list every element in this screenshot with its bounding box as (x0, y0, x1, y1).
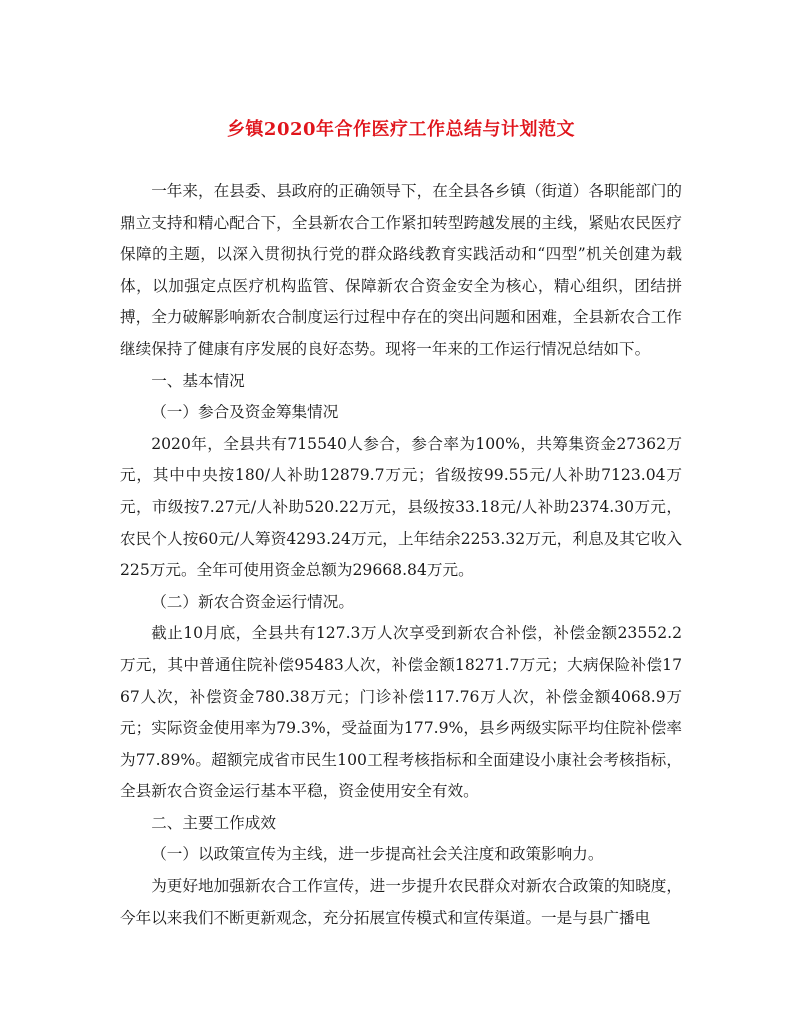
subsection-heading-funding: （一）参合及资金筹集情况 (151, 403, 339, 422)
section-heading-basic-situation: 一、基本情况 (151, 371, 245, 390)
intro-paragraph: 一年来，在县委、县政府的正确领导下，在全县各乡镇（街道）各职能部门的鼎立支持和精心配合下，全县新农合工作紧扣转型跨越发展的主线，紧贴农民医疗保障的主题，以深入贯彻执行党的群众路线教育实践活动和“四型”机关创建为载体，以加强定点医疗机构监管、保障新农合资金安全为核心，精心组织，团结拼搏，全力破解影响新农合制度运行过程中存在的突出问题和困难，全县新农合工作继续保持了健康有序发展的良好态势。现将一年来的工作运行情况总结如下。 (120, 182, 682, 358)
document-body (120, 176, 682, 934)
publicity-paragraph: 为更好地加强新农合工作宣传，进一步提升农民群众对新农合政策的知晓度，今年以来我们不断更新观念，充分拓展宣传模式和宣传渠道。一是与县广播电 (120, 877, 682, 927)
subsection-heading-fund-operation: （二）新农合资金运行情况。 (151, 592, 354, 611)
section-heading-achievements: 二、主要工作成效 (151, 813, 276, 832)
subsection-heading-publicity: （一）以政策宣传为主线，进一步提高社会关注度和政策影响力。 (151, 845, 604, 864)
document-title: 乡镇2020年合作医疗工作总结与计划范文 (226, 119, 576, 140)
funding-paragraph: 2020年，全县共有715540人参合，参合率为100%，共筹集资金27362万元，其中中央按180/人补助12879.7万元；省级按99.55元/人补助7123.04万元，市级按7.27元/人补助520.22万元，县级按33.18元/人补助2374.30万元，农民个人按60元/人筹资4293.24万元，上年结余2253.32万元，利息及其它收入225万元。全年可使用资金总额为29668.84万元。 (120, 434, 682, 580)
fund-operation-paragraph: 截止10月底，全县共有127.3万人次享受到新农合补偿，补偿金额23552.2万元，其中普通住院补偿95483人次，补偿金额18271.7万元；大病保险补偿1767人次，补偿资金780.38万元；门诊补偿117.76万人次，补偿金额4068.9万元；实际资金使用率为79.3%，受益面为177.9%，县乡两级实际平均住院补偿率为77.89%。超额完成省市民生100工程考核指标和全面建设小康社会考核指标，全县新农合资金运行基本平稳，资金使用安全有效。 (120, 624, 682, 801)
